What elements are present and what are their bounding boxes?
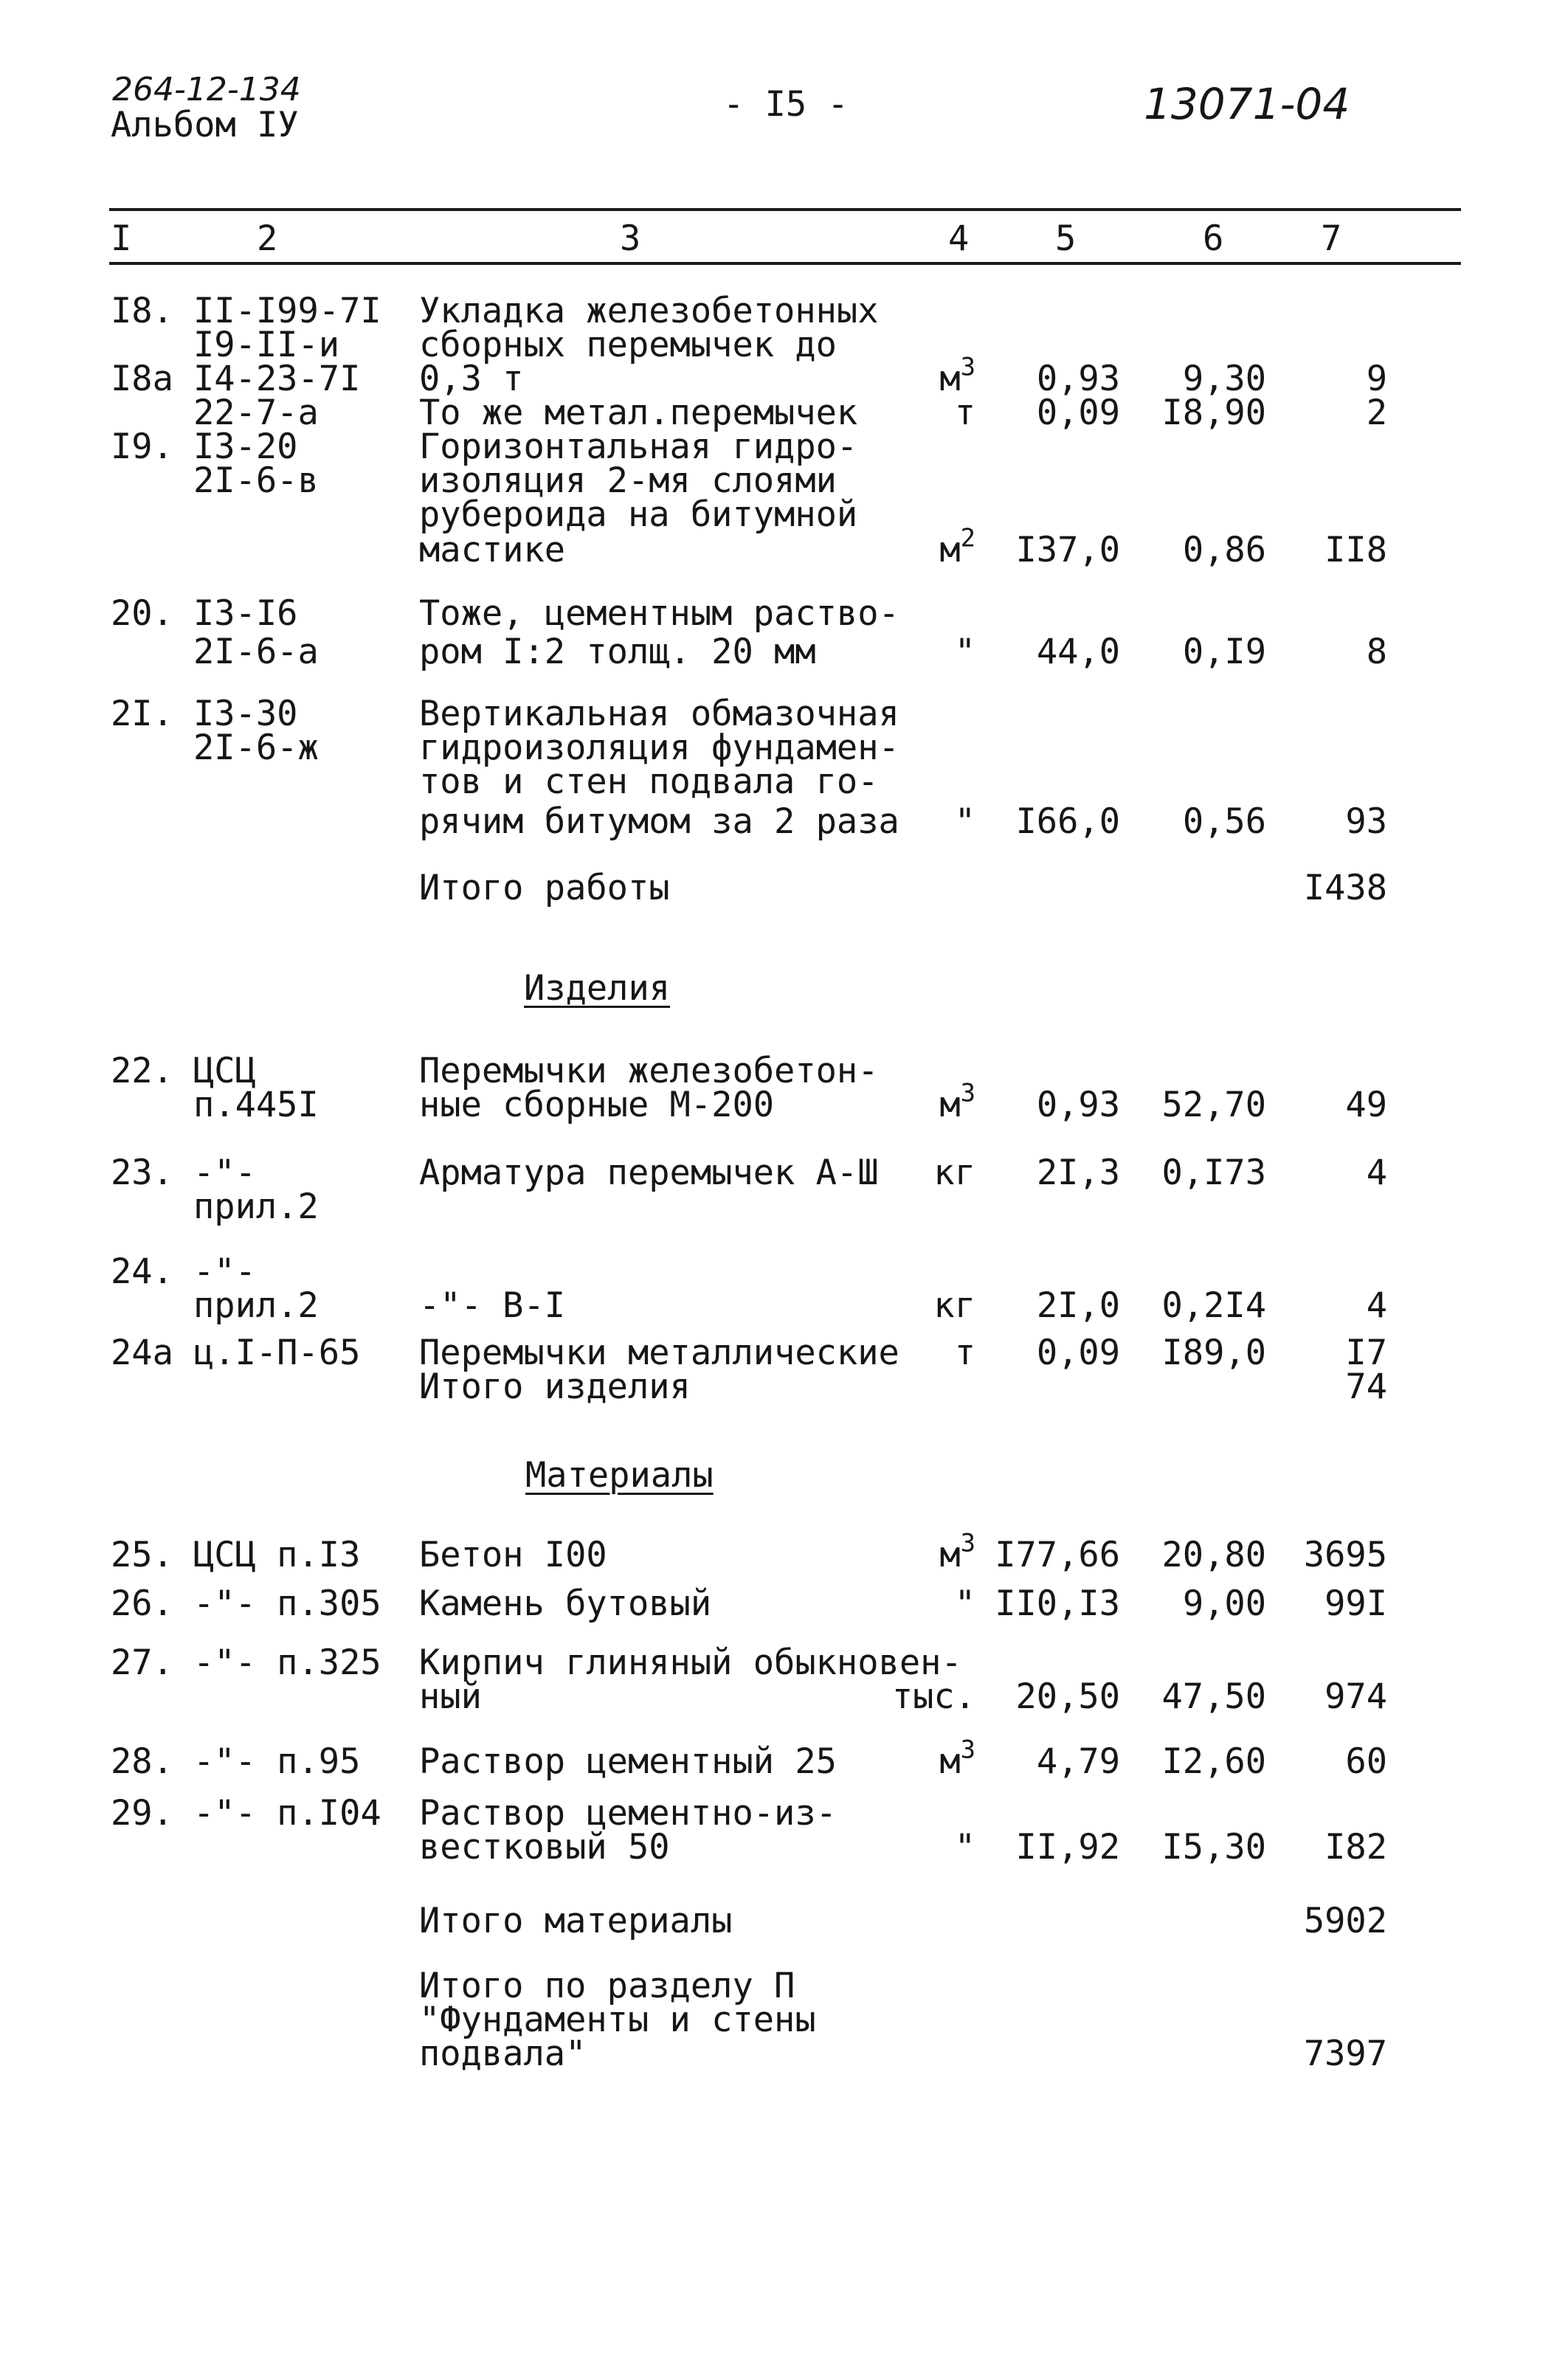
norm-code: п.445I — [193, 1085, 319, 1125]
unit-price: I2,60 — [1161, 1741, 1266, 1782]
quantity: 0,09 — [1036, 1333, 1120, 1373]
work-description: рубероида на битумной — [419, 494, 858, 535]
column-header-7: 7 — [1321, 218, 1342, 259]
unit: " — [954, 1827, 975, 1867]
work-description: Итого материалы — [419, 1901, 733, 1941]
work-description: Горизонтальная гидро- — [419, 426, 858, 467]
norm-code: I9-II-и — [193, 325, 340, 365]
quantity: 2I,3 — [1036, 1153, 1120, 1193]
work-description: "Фундаменты и стены — [419, 2000, 816, 2040]
total-cost: 9 — [1366, 359, 1387, 399]
unit: $м^3$ — [939, 1735, 975, 1782]
quantity: 0,93 — [1036, 359, 1120, 399]
norm-code: -"- — [193, 1153, 256, 1193]
column-header-3: 3 — [620, 218, 641, 259]
norm-code: -"- п.325 — [193, 1642, 381, 1683]
quantity: 20,50 — [1015, 1676, 1120, 1717]
quantity: 4,79 — [1036, 1741, 1120, 1782]
unit-price: 0,86 — [1182, 530, 1266, 570]
total-cost: 8 — [1366, 632, 1387, 672]
total-cost: 60 — [1345, 1741, 1387, 1782]
norm-code: 2I-6-а — [193, 632, 319, 672]
work-description: мастике — [419, 530, 566, 570]
unit-price: I5,30 — [1161, 1827, 1266, 1867]
norm-code: прил.2 — [193, 1186, 319, 1227]
quantity: 0,93 — [1036, 1085, 1120, 1125]
norm-code: 2I-6-ж — [193, 728, 319, 768]
unit: $м^3$ — [939, 352, 975, 399]
row-number: 25. — [111, 1535, 173, 1575]
total-cost: 49 — [1345, 1085, 1387, 1125]
row-number: I9. — [111, 426, 173, 467]
work-description: Перемычки металлические — [419, 1333, 899, 1373]
unit-price: 9,00 — [1182, 1583, 1266, 1624]
section-heading-products: Изделия — [524, 968, 671, 1009]
row-number: 23. — [111, 1153, 173, 1193]
unit-price: 0,I9 — [1182, 632, 1266, 672]
total-cost: 3695 — [1303, 1535, 1387, 1575]
unit-price: I89,0 — [1161, 1333, 1266, 1373]
unit: тыс. — [891, 1676, 975, 1717]
work-description: Перемычки железобетон- — [419, 1051, 879, 1091]
work-description: Вертикальная обмазочная — [419, 694, 899, 734]
column-header-5: 5 — [1055, 218, 1077, 259]
row-number: 24а — [111, 1333, 173, 1373]
work-description: подвала" — [419, 2034, 587, 2074]
unit: $м^3$ — [939, 1078, 975, 1125]
total-cost: 74 — [1345, 1366, 1387, 1407]
work-description: изоляция 2-мя слоями — [419, 460, 837, 501]
norm-code: -"- п.I04 — [193, 1793, 381, 1834]
unit-price: 0,2I4 — [1161, 1285, 1266, 1326]
quantity: I66,0 — [1015, 801, 1120, 842]
work-description: -"- В-I — [419, 1285, 566, 1326]
unit-price: 52,70 — [1161, 1085, 1266, 1125]
column-header-6: 6 — [1203, 218, 1224, 259]
row-number: 28. — [111, 1741, 173, 1782]
norm-code: -"- — [193, 1251, 256, 1292]
work-description: ные сборные М-200 — [419, 1085, 775, 1125]
quantity: 44,0 — [1036, 632, 1120, 672]
row-number: 27. — [111, 1642, 173, 1683]
norm-code: I3-20 — [193, 426, 298, 467]
quantity: I77,66 — [995, 1535, 1120, 1575]
unit: " — [954, 632, 975, 672]
norm-code: I4-23-7I — [193, 359, 361, 399]
unit: " — [954, 1583, 975, 1624]
work-description: Арматура перемычек А-Ш — [419, 1153, 879, 1193]
quantity: I37,0 — [1015, 530, 1120, 570]
work-description: ром I:2 толщ. 20 мм — [419, 632, 816, 672]
table-top-rule — [109, 208, 1461, 211]
row-number: 20. — [111, 593, 173, 634]
album-label: Альбом IУ — [111, 105, 299, 145]
norm-code: прил.2 — [193, 1285, 319, 1326]
total-cost: 4 — [1366, 1285, 1387, 1326]
row-number: 29. — [111, 1793, 173, 1834]
section-heading-materials: Материалы — [525, 1455, 714, 1496]
unit: $м^3$ — [939, 1528, 975, 1575]
work-description: гидроизоляция фундамен- — [419, 728, 899, 768]
total-cost: 99I — [1324, 1583, 1387, 1624]
total-cost: I438 — [1303, 868, 1387, 908]
column-header-1: I — [111, 218, 132, 259]
unit-price: 20,80 — [1161, 1535, 1266, 1575]
total-cost: 4 — [1366, 1153, 1387, 1193]
quantity: 2I,0 — [1036, 1285, 1120, 1326]
norm-code: ц.I-П-65 — [193, 1333, 361, 1373]
norm-code: 2I-6-в — [193, 460, 319, 501]
norm-code: II-I99-7I — [193, 291, 381, 331]
document-code: 264-12-134 — [112, 71, 301, 108]
unit-price: I8,90 — [1161, 393, 1266, 433]
row-number: 26. — [111, 1583, 173, 1624]
unit-price: 0,I73 — [1161, 1153, 1266, 1193]
work-description: рячим битумом за 2 раза — [419, 801, 899, 842]
unit-price: 0,56 — [1182, 801, 1266, 842]
table-header-rule — [109, 262, 1461, 265]
work-description: Итого изделия — [419, 1366, 691, 1407]
unit: кг — [933, 1153, 975, 1193]
unit-price: 9,30 — [1182, 359, 1266, 399]
row-number: I8. — [111, 291, 173, 331]
norm-code: I3-I6 — [193, 593, 298, 634]
unit: " — [954, 801, 975, 842]
row-number: I8а — [111, 359, 173, 399]
norm-code: I3-30 — [193, 694, 298, 734]
total-cost: 7397 — [1303, 2034, 1387, 2074]
column-header-4: 4 — [948, 218, 970, 259]
total-cost: 974 — [1324, 1676, 1387, 1717]
column-header-2: 2 — [257, 218, 278, 259]
total-cost: 2 — [1366, 393, 1387, 433]
work-description: сборных перемычек до — [419, 325, 837, 365]
unit: т — [954, 1333, 975, 1373]
work-description: Раствор цементный 25 — [419, 1741, 837, 1782]
work-description: вестковый 50 — [419, 1827, 670, 1867]
work-description: Итого работы — [419, 868, 670, 908]
row-number: 22. — [111, 1051, 173, 1091]
norm-code: 22-7-а — [193, 393, 319, 433]
row-number: 2I. — [111, 694, 173, 734]
unit: кг — [933, 1285, 975, 1326]
unit-price: 47,50 — [1161, 1676, 1266, 1717]
norm-code: ЦСЦ — [193, 1051, 256, 1091]
work-description: Укладка железобетонных — [419, 291, 879, 331]
work-description: Раствор цементно-из- — [419, 1793, 837, 1834]
work-description: Кирпич глиняный обыкновен- — [419, 1642, 962, 1683]
row-number: 24. — [111, 1251, 173, 1292]
unit: $м^2$ — [939, 523, 975, 570]
quantity: II,92 — [1015, 1827, 1120, 1867]
total-cost: I7 — [1345, 1333, 1387, 1373]
total-cost: 93 — [1345, 801, 1387, 842]
page-number: - I5 - — [723, 84, 849, 125]
unit: т — [954, 393, 975, 433]
norm-code: -"- п.95 — [193, 1741, 361, 1782]
work-description: Бетон I00 — [419, 1535, 607, 1575]
work-description: Тоже, цементным раство- — [419, 593, 899, 634]
norm-code: -"- п.305 — [193, 1583, 381, 1624]
quantity: 0,09 — [1036, 393, 1120, 433]
work-description: Итого по разделу П — [419, 1966, 795, 2006]
work-description: ный — [419, 1676, 482, 1717]
total-cost: I82 — [1324, 1827, 1387, 1867]
work-description: 0,3 т — [419, 359, 524, 399]
work-description: То же метал.перемычек — [419, 393, 858, 433]
total-cost: II8 — [1324, 530, 1387, 570]
document-number: 13071-04 — [1144, 79, 1350, 129]
work-description: тов и стен подвала го- — [419, 761, 879, 802]
norm-code: ЦСЦ п.I3 — [193, 1535, 361, 1575]
work-description: Камень бутовый — [419, 1583, 712, 1624]
quantity: II0,I3 — [995, 1583, 1120, 1624]
total-cost: 5902 — [1303, 1901, 1387, 1941]
